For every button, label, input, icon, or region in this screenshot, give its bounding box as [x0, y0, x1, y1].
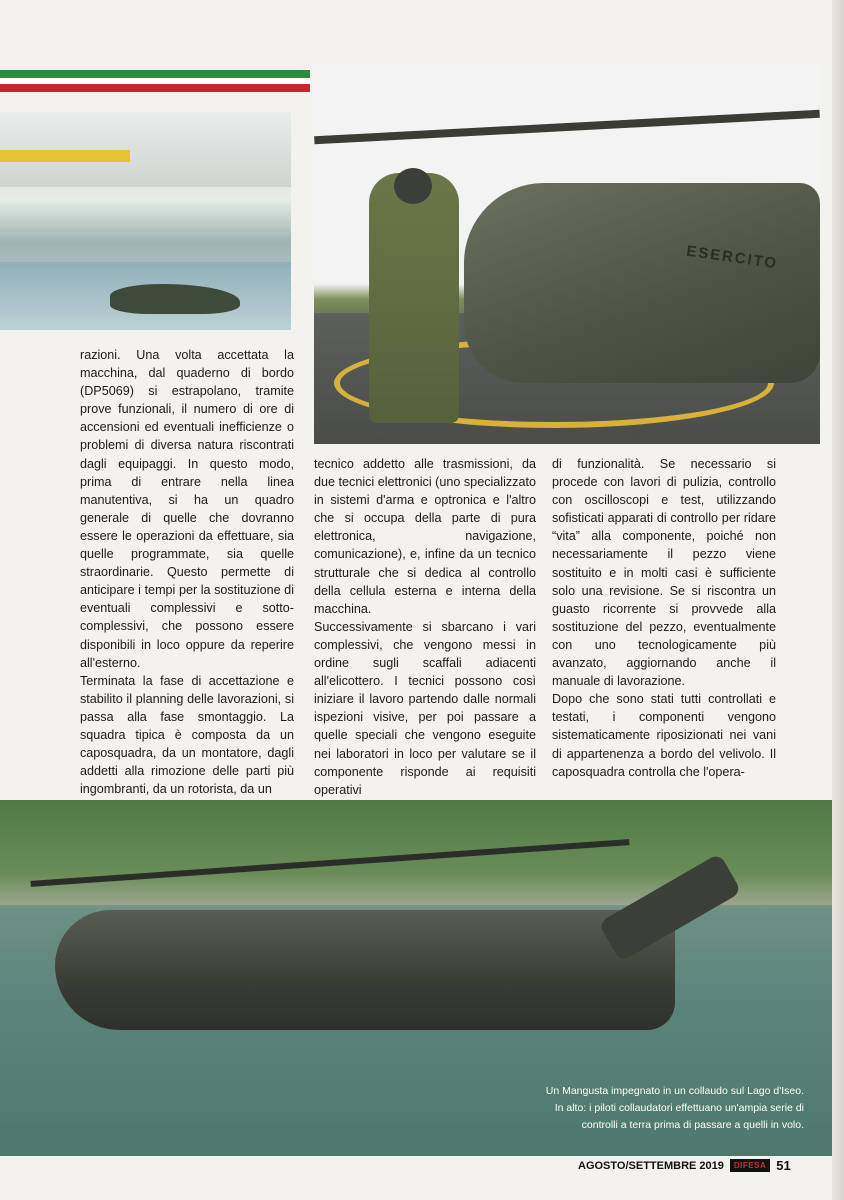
issue-date: AGOSTO/SETTEMBRE 2019 [578, 1159, 724, 1172]
tricolore-band [0, 70, 310, 98]
paragraph: razioni. Una volta accettata la macchina, dal quaderno di bordo (DP5069) si estrapolano, tramite prove funzionali, il numero di ore di accensioni ed eventuali inefficienze o problemi di diversa natura riscontrati dagli equipaggi. In questo modo, prima di entrare nella linea manutentiva, si ha un quadro generale di quelle che dovranno essere le operazioni da effettuare, sia quelle programmate, sia quelle straordinarie. Questo permette di anticipare i tempi per la sostituzione di eventuali complessivi e sotto-complessivi, che possono essere disponibili in loco oppure da reperire all'esterno. [80, 348, 294, 670]
heli-marking: ESERCITO [685, 242, 780, 273]
pilot-ground-photo [314, 63, 820, 444]
paragraph: tecnico addetto alle trasmissioni, da due tecnici elettronici (uno specializzato in sistemi d'arma e optronica e l'altro che si occupa della parte di pura elettronica, navigazione, comunicazione), e, infine da un tecnico strutturale che si dedica al controllo della cellula esterna e interna della macchina. [314, 457, 536, 616]
brand-logo: DIFESA [730, 1159, 770, 1172]
page-number: 51 [776, 1158, 791, 1173]
photo-caption [504, 1083, 804, 1134]
paragraph: Dopo che sono stati tutti controllati e testati, i componenti vengono sistematicamente riposizionati nei vani di appartenenza a bordo del velivolo. Il caposquadra controlla che l'opera- [552, 692, 776, 779]
caption-line: In alto: i piloti collaudatori effettuano un'ampia serie di [554, 1102, 804, 1114]
paragraph: Successivamente si sbarcano i vari complessivi, che vengono messi in ordine sugli scaffali adiacenti all'elicottero. I tecnici possono così iniziare il lavoro partendo dalle normali ispezioni visive, per poi passare a quelle speciali che vengono eseguite nei laboratori in loco per valutare se il componente risponde ai requisiti operativi [314, 619, 536, 797]
caption-line: Un Mangusta impegnato in un collaudo sul Lago d'Iseo. [545, 1085, 804, 1097]
caption-line: controlli a terra prima di passare a quelli in volo. [581, 1119, 804, 1131]
page-footer [578, 1158, 791, 1173]
article-column-3 [552, 455, 776, 781]
article-column-2 [314, 455, 536, 799]
helicopter-lake-photo [0, 800, 844, 1156]
paragraph: di funzionalità. Se necessario si procede con lavori di pulizia, controllo con oscilloscopi e test, utilizzando sofisticati apparati di controllo per ridare “vita” alla componente, poiché non necessariamente il pezzo viene sostituito e in molti casi è sufficiente solo una revisione. Se si riscontra un guasto ricorrente si provvede alla sostituzione del pezzo, eventualmente con uno tecnologicamente più avanzato, aggiornando anche il manuale di lavorazione. [552, 457, 776, 689]
page-edge [832, 0, 844, 1200]
hangar-photo [0, 112, 291, 330]
paragraph: Terminata la fase di accettazione e stabilito il planning delle lavorazioni, si passa alla fase smontaggio. La squadra tipica è composta da un caposquadra, da un montatore, dagli addetti alla rimozione delle parti più ingombranti, da un rotorista, da un [80, 673, 294, 797]
article-column-1 [80, 346, 294, 798]
